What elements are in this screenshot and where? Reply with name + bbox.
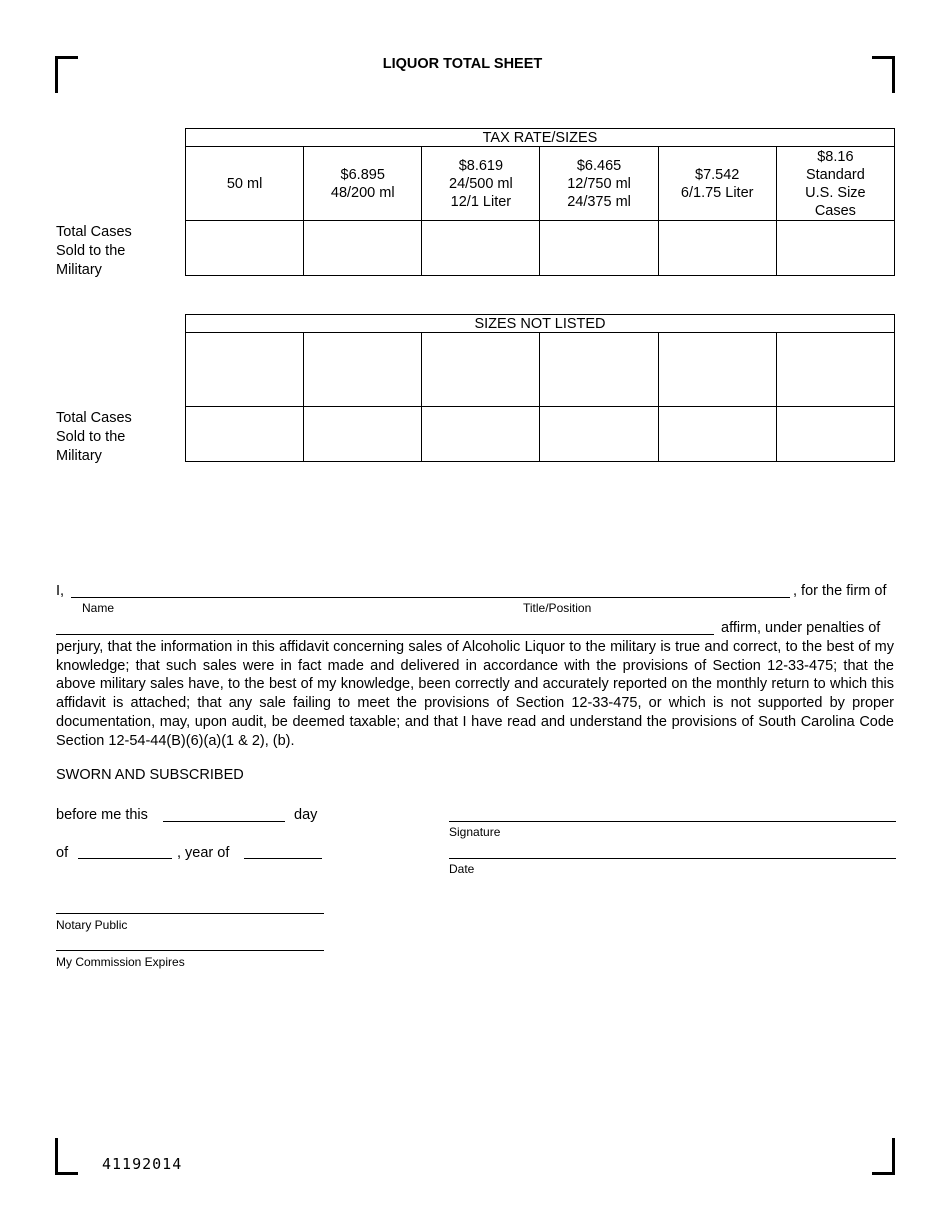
rate-cell-6465 [540, 147, 658, 221]
size-entry-cell-5[interactable] [658, 333, 776, 407]
rate-line: 50 ml [226, 175, 263, 192]
rate-line: $7.542 [695, 166, 740, 183]
affirm-text: affirm, under penalties of [721, 620, 881, 636]
firm-name-field[interactable] [56, 634, 714, 635]
size-entry-cell-1[interactable] [186, 333, 304, 407]
tax-rate-table [185, 128, 895, 276]
page-title: LIQUOR TOTAL SHEET [382, 56, 543, 72]
military-cases-cell-3[interactable] [422, 221, 540, 276]
size-entry-cell-4[interactable] [540, 333, 658, 407]
year-field[interactable] [244, 858, 322, 859]
rate-cell-8619 [422, 147, 540, 221]
military-cases-cell-5[interactable] [658, 221, 776, 276]
day-label: day [294, 807, 318, 823]
unlisted-cases-cell-4[interactable] [540, 407, 658, 462]
military-cases-cell-4[interactable] [540, 221, 658, 276]
day-field[interactable] [163, 821, 285, 822]
date-caption: Date [449, 862, 475, 876]
unlisted-cases-cell-2[interactable] [304, 407, 422, 462]
affidavit-body: perjury, that the information in this affidavit concerning sales of Alcoholic Liquor to the military is true and correct, to the best of my knowledge; that such sales were in fact made and delivered in accordance with the provisions of Section 12-33-475; that the above military sales have, to the best of my knowledge, been correctly and accurately reported on the monthly return to which this affidavit is attached; that any sale failing to meet the provisions of Section 12-33-475, or which is not supported by proper documentation, may, upon audit, be deemed taxable; and that I have read and understand the provisions of South Carolina Code Section 12-54-44(B)(6)(a)(1 & 2), (b). [56, 639, 894, 749]
rate-line: Standard [805, 166, 865, 183]
size-entry-cell-6[interactable] [776, 333, 894, 407]
rate-line: U.S. Size [805, 184, 866, 201]
rate-line: $6.465 [576, 157, 622, 174]
corner-mark-bottom-left [55, 1138, 78, 1175]
size-entry-cell-2[interactable] [304, 333, 422, 407]
sizes-not-listed-table [185, 314, 895, 462]
military-cases-cell-6[interactable] [776, 221, 894, 276]
rate-line: 24/375 ml [567, 193, 631, 210]
of-label: of [56, 845, 69, 861]
unlisted-cases-cell-5[interactable] [658, 407, 776, 462]
corner-mark-bottom-right [872, 1138, 895, 1175]
rate-line: Cases [814, 202, 856, 219]
rate-line: 6/1.75 Liter [680, 184, 754, 201]
signature-caption: Signature [449, 825, 501, 839]
row-label-line: Total Cases [56, 410, 132, 426]
signature-field[interactable] [449, 821, 896, 822]
notary-caption: Notary Public [56, 918, 128, 932]
row-label-line: Military [56, 262, 102, 278]
unlisted-cases-cell-1[interactable] [186, 407, 304, 462]
row-label-total-cases [56, 223, 176, 280]
date-field[interactable] [449, 858, 896, 859]
form-number: 41192014 [102, 1155, 183, 1173]
unlisted-cases-cell-3[interactable] [422, 407, 540, 462]
sworn-heading: SWORN AND SUBSCRIBED [56, 767, 244, 783]
name-caption: Name [82, 601, 115, 615]
row-label-line: Total Cases [56, 224, 132, 240]
rate-line: 48/200 ml [330, 184, 395, 201]
i-prefix: I, [56, 583, 65, 599]
row-label-total-cases-2 [56, 409, 176, 466]
row-label-line: Military [56, 448, 102, 464]
rate-line: 24/500 ml [449, 175, 513, 192]
rate-line: $8.16 [817, 148, 854, 165]
unlisted-cases-cell-6[interactable] [776, 407, 894, 462]
before-me-label: before me this [56, 807, 148, 823]
rate-cell-7542 [658, 147, 776, 221]
rate-line: $6.895 [340, 166, 385, 183]
title-caption: Title/Position [523, 601, 592, 615]
commission-field[interactable] [56, 950, 324, 951]
month-field[interactable] [78, 858, 172, 859]
year-of-label: , year of [177, 845, 230, 861]
rate-cell-816 [776, 147, 894, 221]
row-label-line: Sold to the [56, 243, 126, 259]
notary-field[interactable] [56, 913, 324, 914]
rate-line: 12/750 ml [567, 175, 631, 192]
commission-caption: My Commission Expires [56, 955, 185, 969]
name-title-field[interactable] [71, 597, 790, 598]
rate-cell-6895 [304, 147, 422, 221]
rate-line: $8.619 [458, 157, 504, 174]
rate-cell-50ml [186, 147, 304, 221]
sizes-not-listed-header: SIZES NOT LISTED [186, 315, 895, 333]
firm-suffix: , for the firm of [793, 583, 887, 599]
tax-rate-header: TAX RATE/SIZES [186, 129, 895, 147]
military-cases-cell-2[interactable] [304, 221, 422, 276]
rate-line: 12/1 Liter [450, 193, 512, 210]
size-entry-cell-3[interactable] [422, 333, 540, 407]
military-cases-cell-1[interactable] [186, 221, 304, 276]
row-label-line: Sold to the [56, 429, 126, 445]
